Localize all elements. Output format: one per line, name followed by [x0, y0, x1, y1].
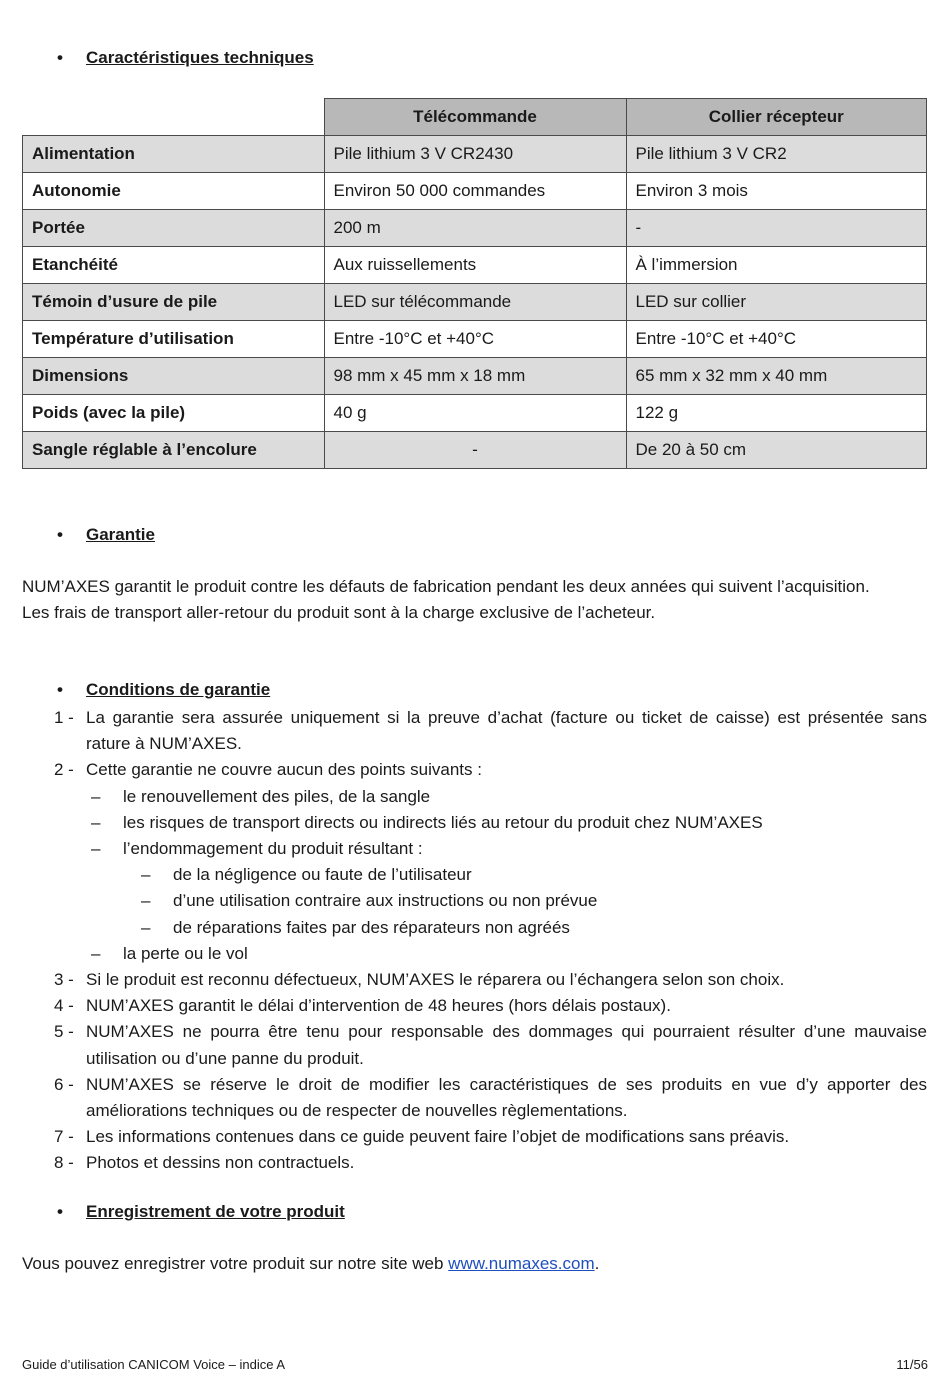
- item-text: d’une utilisation contraire aux instructions ou non prévue: [173, 891, 598, 911]
- list-item: [22, 993, 927, 1019]
- dash-marker: –: [91, 786, 101, 806]
- row-label: Portée: [23, 210, 325, 247]
- item-text: de la négligence ou faute de l’utilisateur: [173, 865, 472, 885]
- collar-value: Pile lithium 3 V CR2: [626, 136, 927, 173]
- row-label: Alimentation: [23, 136, 325, 173]
- dash-marker: –: [141, 917, 151, 937]
- remote-value: Environ 50 000 commandes: [324, 173, 626, 210]
- collar-value: 122 g: [626, 395, 927, 432]
- remote-value: Entre -10°C et +40°C: [324, 321, 626, 358]
- collar-value: 65 mm x 32 mm x 40 mm: [626, 358, 927, 395]
- bullet-icon: •: [57, 525, 63, 544]
- bullet-icon: •: [57, 1202, 63, 1221]
- item-text: la perte ou le vol: [123, 943, 248, 963]
- sub-list-item: [22, 810, 927, 836]
- item-text: les risques de transport directs ou indirects liés au retour du produit chez NUM’AXES: [123, 812, 763, 832]
- registration-paragraph: [22, 1251, 927, 1277]
- item-number: 4 -: [54, 996, 74, 1016]
- registration-period: .: [594, 1254, 600, 1273]
- item-text: Si le produit est reconnu défectueux, NUM’AXES le réparera ou l’échangera selon son choix.: [86, 970, 785, 990]
- remote-value: Pile lithium 3 V CR2430: [324, 136, 626, 173]
- website-link[interactable]: www.numaxes.com: [448, 1254, 595, 1273]
- warranty-paragraph: [22, 574, 927, 626]
- collar-value: De 20 à 50 cm: [626, 432, 927, 469]
- bullet-icon: •: [57, 680, 63, 699]
- conditions-list: [22, 705, 927, 1177]
- row-label: Autonomie: [23, 173, 325, 210]
- subsub-list-item: [22, 888, 927, 914]
- item-number: 8 -: [54, 1153, 74, 1173]
- dash-marker: –: [91, 812, 101, 832]
- item-text: l’endommagement du produit résultant :: [123, 839, 423, 859]
- item-number: 6 -: [54, 1074, 74, 1094]
- remote-value: LED sur télécommande: [324, 284, 626, 321]
- list-item: [22, 1072, 927, 1124]
- item-text: de réparations faites par des réparateurs non agréés: [173, 917, 570, 937]
- row-label: Dimensions: [23, 358, 325, 395]
- dash-marker: –: [141, 891, 151, 911]
- dash-marker: –: [141, 865, 151, 885]
- list-item: [22, 1150, 927, 1176]
- table-row: [23, 284, 927, 321]
- item-text: Les informations contenues dans ce guide peuvent faire l’objet de modifications sans préavis.: [86, 1127, 790, 1147]
- item-text: NUM’AXES ne pourra être tenu pour responsable des dommages qui pourraient résulter d’une mauvaise utilisation ou d’une panne du produit.: [86, 1022, 927, 1068]
- page-number: 11/56: [896, 1357, 928, 1372]
- table-row: [23, 432, 927, 469]
- row-label: Poids (avec la pile): [23, 395, 325, 432]
- item-number: 2 -: [54, 760, 74, 780]
- specs-heading: • Caractéristiques techniques: [57, 48, 314, 67]
- list-item: [22, 967, 927, 993]
- conditions-heading: • Conditions de garantie: [57, 680, 271, 699]
- row-label: Etanchéité: [23, 247, 325, 284]
- warranty-heading: • Garantie: [57, 525, 155, 544]
- remote-value: Aux ruissellements: [324, 247, 626, 284]
- item-number: 3 -: [54, 970, 74, 990]
- item-number: 5 -: [54, 1022, 74, 1042]
- collar-value: LED sur collier: [626, 284, 927, 321]
- registration-text: Vous pouvez enregistrer votre produit sur notre site web: [22, 1254, 449, 1273]
- subsub-list-item: [22, 862, 927, 888]
- table-corner-cell: [23, 99, 325, 136]
- item-text: NUM’AXES garantit le délai d’intervention de 48 heures (hors délais postaux).: [86, 996, 671, 1016]
- row-label: Témoin d’usure de pile: [23, 284, 325, 321]
- item-text: Cette garantie ne couvre aucun des points suivants :: [86, 760, 482, 780]
- remote-value: -: [324, 432, 626, 469]
- table-header-row: [23, 99, 927, 136]
- remote-value: 40 g: [324, 395, 626, 432]
- collar-value: Entre -10°C et +40°C: [626, 321, 927, 358]
- item-number: 7 -: [54, 1127, 74, 1147]
- item-text: le renouvellement des piles, de la sangle: [123, 786, 431, 806]
- row-label: Sangle réglable à l’encolure: [23, 432, 325, 469]
- item-text: Photos et dessins non contractuels.: [86, 1153, 355, 1173]
- footer-title: Guide d’utilisation CANICOM Voice – indice A: [22, 1357, 286, 1372]
- list-item: [22, 705, 927, 757]
- warranty-line: NUM’AXES garantit le produit contre les défauts de fabrication pendant les deux années qui suivent l’acquisition.: [22, 577, 870, 596]
- bullet-icon: •: [57, 48, 63, 67]
- list-item: [22, 1019, 927, 1071]
- sub-list-item: [22, 784, 927, 810]
- item-number: 1 -: [54, 708, 74, 727]
- table-row: [23, 358, 927, 395]
- collar-value: À l’immersion: [626, 247, 927, 284]
- dash-marker: –: [91, 943, 101, 963]
- specs-table: [22, 98, 927, 469]
- sub-list-item: [22, 941, 927, 967]
- list-item: [22, 757, 927, 783]
- item-text: La garantie sera assurée uniquement si la preuve d’achat (facture ou ticket de caisse) est présentée sans rature à NUM’AXES.: [86, 708, 927, 754]
- remote-value: 200 m: [324, 210, 626, 247]
- warranty-line: Les frais de transport aller-retour du produit sont à la charge exclusive de l’acheteur.: [22, 603, 656, 622]
- dash-marker: –: [91, 839, 101, 859]
- row-label: Température d’utilisation: [23, 321, 325, 358]
- table-header-collar: Collier récepteur: [626, 99, 927, 136]
- table-row: [23, 247, 927, 284]
- collar-value: Environ 3 mois: [626, 173, 927, 210]
- table-row: [23, 210, 927, 247]
- table-row: [23, 173, 927, 210]
- remote-value: 98 mm x 45 mm x 18 mm: [324, 358, 626, 395]
- table-header-remote: Télécommande: [324, 99, 626, 136]
- collar-value: -: [626, 210, 927, 247]
- table-row: [23, 321, 927, 358]
- sub-list-item: [22, 836, 927, 862]
- table-row: [23, 395, 927, 432]
- registration-heading: • Enregistrement de votre produit: [57, 1202, 345, 1221]
- item-text: NUM’AXES se réserve le droit de modifier les caractéristiques de ses produits en vue d’y apporter des améliorations techniques ou de respecter de nouvelles règlementations.: [86, 1074, 927, 1121]
- table-row: [23, 136, 927, 173]
- subsub-list-item: [22, 915, 927, 941]
- list-item: [22, 1124, 927, 1150]
